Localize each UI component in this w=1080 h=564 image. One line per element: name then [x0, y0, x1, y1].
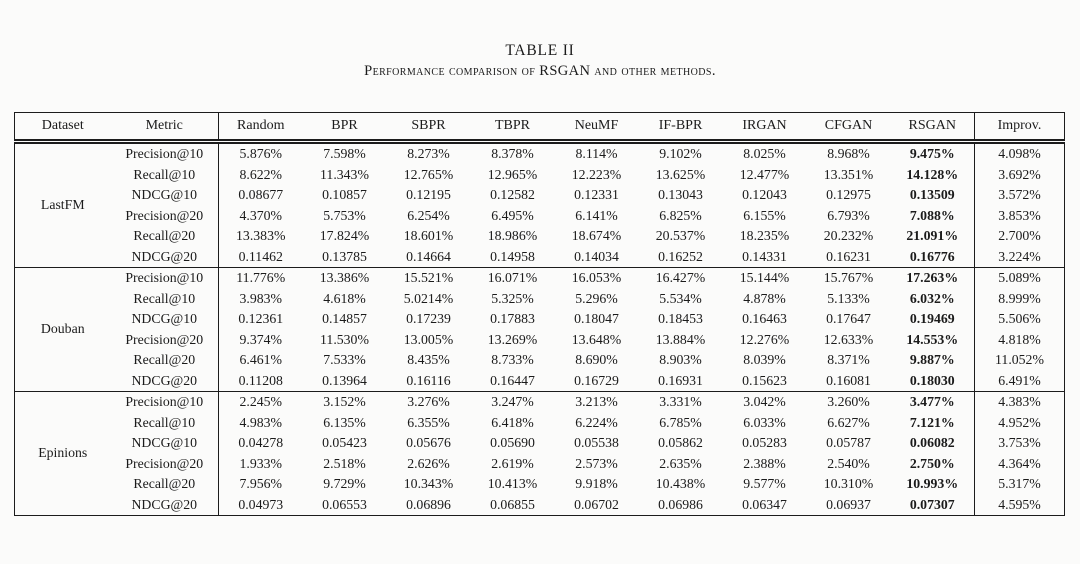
- value-cell-rsgan: 9.887%: [891, 350, 975, 371]
- value-cell-random: 0.11462: [238, 248, 283, 264]
- value-cell-irgan: 15.144%: [723, 268, 807, 289]
- value-cell-irgan: 12.477%: [739, 166, 790, 182]
- metric-cell: NDCG@20: [111, 247, 219, 268]
- value-cell-neumf: 6.141%: [575, 207, 618, 223]
- metric-cell: Recall@20: [111, 350, 219, 371]
- value-cell-bpr: 9.729%: [323, 476, 366, 491]
- table-caption: [0, 42, 1080, 80]
- value-cell-tbpr: 0.06855: [490, 496, 535, 512]
- value-cell-improv: 4.364%: [998, 455, 1041, 471]
- table-row: [15, 309, 1065, 330]
- value-cell-tbpr: 18.986%: [487, 228, 538, 243]
- value-cell-neumf: 0.05538: [574, 435, 619, 450]
- value-cell-irgan: 0.14331: [742, 248, 787, 264]
- column-header-sbpr: SBPR: [387, 113, 471, 142]
- value-cell-neumf: 3.213%: [555, 392, 639, 413]
- value-cell-rsgan: 7.088%: [891, 206, 975, 227]
- value-cell-sbpr: 8.435%: [407, 352, 450, 367]
- value-cell-rsgan: 14.128%: [891, 165, 975, 186]
- value-cell-neumf: 9.918%: [575, 476, 618, 491]
- value-cell-random: 0.04973: [238, 496, 284, 512]
- value-cell-cfgan: 13.351%: [823, 166, 874, 182]
- value-cell-cfgan: 0.06937: [826, 496, 871, 512]
- value-cell-if-bpr: 10.438%: [655, 476, 706, 491]
- value-cell-irgan: 0.12043: [742, 187, 787, 202]
- table-row: [15, 226, 1065, 247]
- column-header-random: Random: [219, 113, 303, 142]
- value-cell-bpr: 0.10857: [322, 187, 367, 202]
- value-cell-improv: 3.753%: [998, 435, 1041, 450]
- value-cell-improv: 8.999%: [998, 290, 1041, 306]
- column-header-neumf: NeuMF: [555, 113, 639, 142]
- table-row: [15, 454, 1065, 475]
- value-cell-tbpr: 8.378%: [491, 146, 534, 161]
- value-cell-sbpr: 6.355%: [407, 414, 450, 430]
- metric-cell: NDCG@20: [111, 371, 219, 392]
- value-cell-if-bpr: 0.16931: [658, 372, 703, 388]
- value-cell-bpr: 6.135%: [323, 414, 366, 430]
- value-cell-sbpr: 6.254%: [407, 207, 450, 223]
- metric-cell: Precision@20: [111, 454, 219, 475]
- header-row: [15, 113, 1065, 142]
- value-cell-sbpr: 0.16116: [406, 372, 451, 388]
- value-cell-bpr: 11.343%: [320, 166, 369, 182]
- value-cell-rsgan: 3.477%: [891, 392, 975, 413]
- value-cell-tbpr: 6.418%: [491, 414, 534, 430]
- value-cell-cfgan: 6.793%: [827, 207, 870, 223]
- value-cell-if-bpr: 0.18453: [658, 311, 703, 326]
- value-cell-sbpr: 3.276%: [387, 392, 471, 413]
- value-cell-improv: 3.853%: [998, 207, 1041, 223]
- value-cell-bpr: 0.06553: [322, 496, 367, 512]
- value-cell-rsgan: 7.121%: [891, 413, 975, 434]
- value-cell-cfgan: 0.16081: [826, 372, 871, 388]
- table-row: [15, 185, 1065, 206]
- value-cell-random: 0.04278: [238, 435, 284, 450]
- table-row: [15, 413, 1065, 434]
- value-cell-tbpr: 8.733%: [491, 352, 534, 367]
- table-title: Performance comparison of RSGAN and other methods.: [364, 63, 716, 79]
- column-header-tbpr: TBPR: [471, 113, 555, 142]
- value-cell-bpr: 5.753%: [323, 207, 366, 223]
- value-cell-neumf: 0.12331: [574, 187, 619, 202]
- value-cell-sbpr: 5.0214%: [403, 290, 454, 306]
- value-cell-if-bpr: 0.13043: [658, 187, 703, 202]
- value-cell-neumf: 12.223%: [571, 166, 622, 182]
- value-cell-bpr: 3.152%: [303, 392, 387, 413]
- value-cell-improv: 5.317%: [998, 476, 1041, 491]
- value-cell-rsgan: 10.993%: [891, 474, 975, 495]
- value-cell-rsgan: 0.16776: [891, 247, 975, 268]
- value-cell-tbpr: 6.495%: [491, 207, 534, 223]
- value-cell-if-bpr: 6.785%: [659, 414, 702, 430]
- value-cell-random: 8.622%: [239, 166, 283, 182]
- value-cell-irgan: 6.155%: [743, 207, 786, 223]
- value-cell-sbpr: 0.12195: [406, 187, 451, 202]
- value-cell-rsgan: 9.475%: [891, 142, 975, 165]
- value-cell-rsgan: 17.263%: [891, 268, 975, 289]
- value-cell-sbpr: 0.17239: [406, 311, 451, 326]
- value-cell-random: 4.370%: [239, 207, 283, 223]
- value-cell-improv: 11.052%: [995, 352, 1044, 367]
- value-cell-random: 4.983%: [239, 414, 283, 430]
- value-cell-random: 7.956%: [239, 476, 283, 491]
- value-cell-random: 6.461%: [239, 352, 283, 367]
- value-cell-neumf: 18.674%: [571, 228, 622, 243]
- value-cell-rsgan: 0.19469: [891, 309, 975, 330]
- metric-cell: NDCG@20: [111, 495, 219, 516]
- value-cell-neumf: 0.16729: [574, 372, 619, 388]
- value-cell-random: 0.11208: [238, 372, 283, 388]
- value-cell-sbpr: 12.765%: [403, 166, 454, 182]
- value-cell-rsgan: 21.091%: [891, 226, 975, 247]
- value-cell-cfgan: 0.05787: [826, 435, 871, 450]
- value-cell-tbpr: 3.247%: [471, 392, 555, 413]
- dataset-cell-epinions: Epinions: [15, 392, 111, 516]
- value-cell-cfgan: 6.627%: [827, 414, 870, 430]
- value-cell-sbpr: 8.273%: [407, 146, 450, 161]
- value-cell-cfgan: 12.633%: [823, 331, 874, 347]
- column-header-rsgan: RSGAN: [891, 113, 975, 142]
- value-cell-irgan: 8.039%: [743, 352, 786, 367]
- value-cell-rsgan: 6.032%: [891, 289, 975, 310]
- metric-cell: Recall@20: [111, 474, 219, 495]
- value-cell-if-bpr: 3.331%: [639, 392, 723, 413]
- value-cell-if-bpr: 20.537%: [655, 228, 706, 243]
- value-cell-if-bpr: 16.427%: [639, 268, 723, 289]
- value-cell-random: 1.933%: [239, 455, 283, 471]
- metric-cell: Precision@10: [111, 142, 219, 165]
- value-cell-cfgan: 8.371%: [827, 352, 870, 367]
- value-cell-rsgan: 0.13509: [891, 185, 975, 206]
- value-cell-irgan: 4.878%: [743, 290, 786, 306]
- value-cell-random: 9.374%: [239, 331, 283, 347]
- value-cell-irgan: 9.577%: [743, 476, 786, 491]
- metric-cell: Precision@20: [111, 206, 219, 227]
- value-cell-neumf: 0.06702: [574, 496, 619, 512]
- table-row: [15, 371, 1065, 392]
- value-cell-improv: 3.572%: [998, 187, 1041, 202]
- value-cell-if-bpr: 5.534%: [659, 290, 702, 306]
- metric-cell: Recall@10: [111, 289, 219, 310]
- value-cell-rsgan: 0.18030: [891, 371, 975, 392]
- value-cell-random: 2.245%: [219, 392, 303, 413]
- table-row: [15, 247, 1065, 268]
- value-cell-cfgan: 0.17647: [826, 311, 871, 326]
- value-cell-tbpr: 0.14958: [490, 248, 535, 264]
- dataset-cell-douban: Douban: [15, 268, 111, 392]
- value-cell-if-bpr: 9.102%: [659, 146, 702, 161]
- value-cell-sbpr: 0.06896: [406, 496, 451, 512]
- value-cell-sbpr: 0.14664: [406, 248, 451, 264]
- value-cell-tbpr: 16.071%: [471, 268, 555, 289]
- value-cell-bpr: 0.13964: [322, 372, 367, 388]
- value-cell-tbpr: 0.16447: [490, 372, 535, 388]
- value-cell-bpr: 17.824%: [319, 228, 370, 243]
- value-cell-random: 0.12361: [238, 311, 284, 326]
- value-cell-bpr: 11.530%: [320, 331, 369, 347]
- table-header: [15, 113, 1065, 142]
- value-cell-neumf: 5.296%: [575, 290, 618, 306]
- value-cell-irgan: 6.033%: [743, 414, 786, 430]
- value-cell-neumf: 8.114%: [575, 146, 618, 161]
- table-row: [15, 165, 1065, 186]
- dataset-cell-lastfm: LastFM: [40, 197, 85, 213]
- value-cell-cfgan: 0.16231: [826, 248, 871, 264]
- value-cell-rsgan: 0.07307: [891, 495, 975, 516]
- value-cell-irgan: 0.05283: [742, 435, 787, 450]
- metric-cell: Recall@10: [111, 413, 219, 434]
- value-cell-tbpr: 5.325%: [491, 290, 534, 306]
- value-cell-improv: 4.383%: [975, 392, 1065, 413]
- value-cell-irgan: 2.388%: [743, 455, 786, 471]
- value-cell-rsgan: 2.750%: [891, 454, 975, 475]
- value-cell-cfgan: 20.232%: [823, 228, 874, 243]
- value-cell-improv: 2.700%: [998, 228, 1041, 243]
- column-header-if-bpr: IF-BPR: [639, 113, 723, 142]
- metric-cell: NDCG@10: [111, 309, 219, 330]
- value-cell-if-bpr: 6.825%: [659, 207, 702, 223]
- value-cell-if-bpr: 0.05862: [658, 435, 703, 450]
- value-cell-random: 0.08677: [238, 187, 284, 202]
- value-cell-tbpr: 0.05690: [490, 435, 535, 450]
- value-cell-neumf: 6.224%: [575, 414, 618, 430]
- column-header-improv: Improv.: [975, 113, 1065, 142]
- value-cell-cfgan: 3.260%: [807, 392, 891, 413]
- value-cell-sbpr: 13.005%: [403, 331, 454, 347]
- value-cell-rsgan: 14.553%: [891, 330, 975, 351]
- value-cell-cfgan: 5.133%: [827, 290, 870, 306]
- value-cell-sbpr: 15.521%: [387, 268, 471, 289]
- value-cell-improv: 6.491%: [998, 372, 1041, 388]
- value-cell-cfgan: 15.767%: [807, 268, 891, 289]
- value-cell-bpr: 0.14857: [322, 311, 367, 326]
- value-cell-improv: 5.089%: [975, 268, 1065, 289]
- value-cell-if-bpr: 8.903%: [659, 352, 702, 367]
- value-cell-if-bpr: 13.884%: [655, 331, 706, 347]
- performance-table: [14, 112, 1065, 516]
- value-cell-bpr: 7.598%: [323, 146, 366, 161]
- value-cell-tbpr: 0.12582: [490, 187, 535, 202]
- value-cell-random: 13.383%: [236, 228, 286, 243]
- value-cell-neumf: 0.18047: [574, 311, 619, 326]
- metric-cell: Precision@10: [111, 268, 219, 289]
- value-cell-bpr: 4.618%: [323, 290, 366, 306]
- column-header-bpr: BPR: [303, 113, 387, 142]
- value-cell-irgan: 3.042%: [723, 392, 807, 413]
- value-cell-random: 5.876%: [239, 146, 283, 161]
- value-cell-bpr: 13.386%: [303, 268, 387, 289]
- table-number: TABLE II: [505, 42, 575, 59]
- table-body: [15, 142, 1065, 516]
- value-cell-tbpr: 10.413%: [487, 476, 538, 491]
- value-cell-bpr: 0.05423: [322, 435, 367, 450]
- value-cell-if-bpr: 0.06986: [658, 496, 703, 512]
- value-cell-if-bpr: 2.635%: [659, 455, 702, 471]
- table-row: [15, 142, 1065, 165]
- metric-cell: NDCG@10: [111, 433, 219, 454]
- value-cell-improv: 4.595%: [998, 496, 1041, 512]
- value-cell-improv: 5.506%: [998, 311, 1041, 326]
- value-cell-bpr: 2.518%: [323, 455, 366, 471]
- column-header-irgan: IRGAN: [723, 113, 807, 142]
- table-row: [15, 330, 1065, 351]
- value-cell-irgan: 12.276%: [739, 331, 790, 347]
- value-cell-cfgan: 10.310%: [823, 476, 874, 491]
- table-row: [15, 206, 1065, 227]
- table-row: [15, 392, 1065, 413]
- value-cell-irgan: 0.15623: [742, 372, 787, 388]
- value-cell-tbpr: 0.17883: [490, 311, 535, 326]
- value-cell-tbpr: 2.619%: [491, 455, 534, 471]
- value-cell-cfgan: 8.968%: [827, 146, 870, 161]
- table-row: [15, 433, 1065, 454]
- value-cell-neumf: 13.648%: [571, 331, 622, 347]
- table-row: [15, 289, 1065, 310]
- value-cell-improv: 3.224%: [998, 248, 1041, 264]
- value-cell-sbpr: 2.626%: [407, 455, 450, 471]
- value-cell-neumf: 8.690%: [575, 352, 618, 367]
- value-cell-if-bpr: 13.625%: [655, 166, 706, 182]
- value-cell-if-bpr: 0.16252: [658, 248, 703, 264]
- value-cell-irgan: 18.235%: [739, 228, 790, 243]
- value-cell-cfgan: 2.540%: [827, 455, 870, 471]
- table-row: [15, 474, 1065, 495]
- column-header-cfgan: CFGAN: [807, 113, 891, 142]
- column-header-metric: Metric: [111, 113, 219, 142]
- metric-cell: Recall@20: [111, 226, 219, 247]
- value-cell-improv: 4.952%: [998, 414, 1041, 430]
- value-cell-sbpr: 10.343%: [403, 476, 454, 491]
- value-cell-neumf: 2.573%: [575, 455, 618, 471]
- value-cell-cfgan: 0.12975: [826, 187, 871, 202]
- value-cell-bpr: 0.13785: [322, 248, 367, 264]
- value-cell-tbpr: 13.269%: [487, 331, 538, 347]
- value-cell-tbpr: 12.965%: [487, 166, 538, 182]
- metric-cell: Precision@20: [111, 330, 219, 351]
- value-cell-random: 11.776%: [219, 268, 303, 289]
- value-cell-neumf: 0.14034: [574, 248, 619, 264]
- metric-cell: Precision@10: [111, 392, 219, 413]
- value-cell-random: 3.983%: [239, 290, 283, 306]
- table-row: [15, 495, 1065, 516]
- table-row: [15, 268, 1065, 289]
- value-cell-irgan: 0.16463: [742, 311, 787, 326]
- value-cell-irgan: 0.06347: [742, 496, 787, 512]
- value-cell-neumf: 16.053%: [555, 268, 639, 289]
- metric-cell: NDCG@10: [111, 185, 219, 206]
- value-cell-sbpr: 18.601%: [403, 228, 454, 243]
- column-header-dataset: Dataset: [15, 113, 111, 142]
- metric-cell: Recall@10: [111, 165, 219, 186]
- value-cell-rsgan: 0.06082: [891, 433, 975, 454]
- value-cell-bpr: 7.533%: [323, 352, 366, 367]
- table-row: [15, 350, 1065, 371]
- value-cell-sbpr: 0.05676: [406, 435, 451, 450]
- value-cell-improv: 3.692%: [998, 166, 1041, 182]
- value-cell-improv: 4.098%: [998, 146, 1041, 161]
- value-cell-improv: 4.818%: [998, 331, 1041, 347]
- value-cell-irgan: 8.025%: [743, 146, 786, 161]
